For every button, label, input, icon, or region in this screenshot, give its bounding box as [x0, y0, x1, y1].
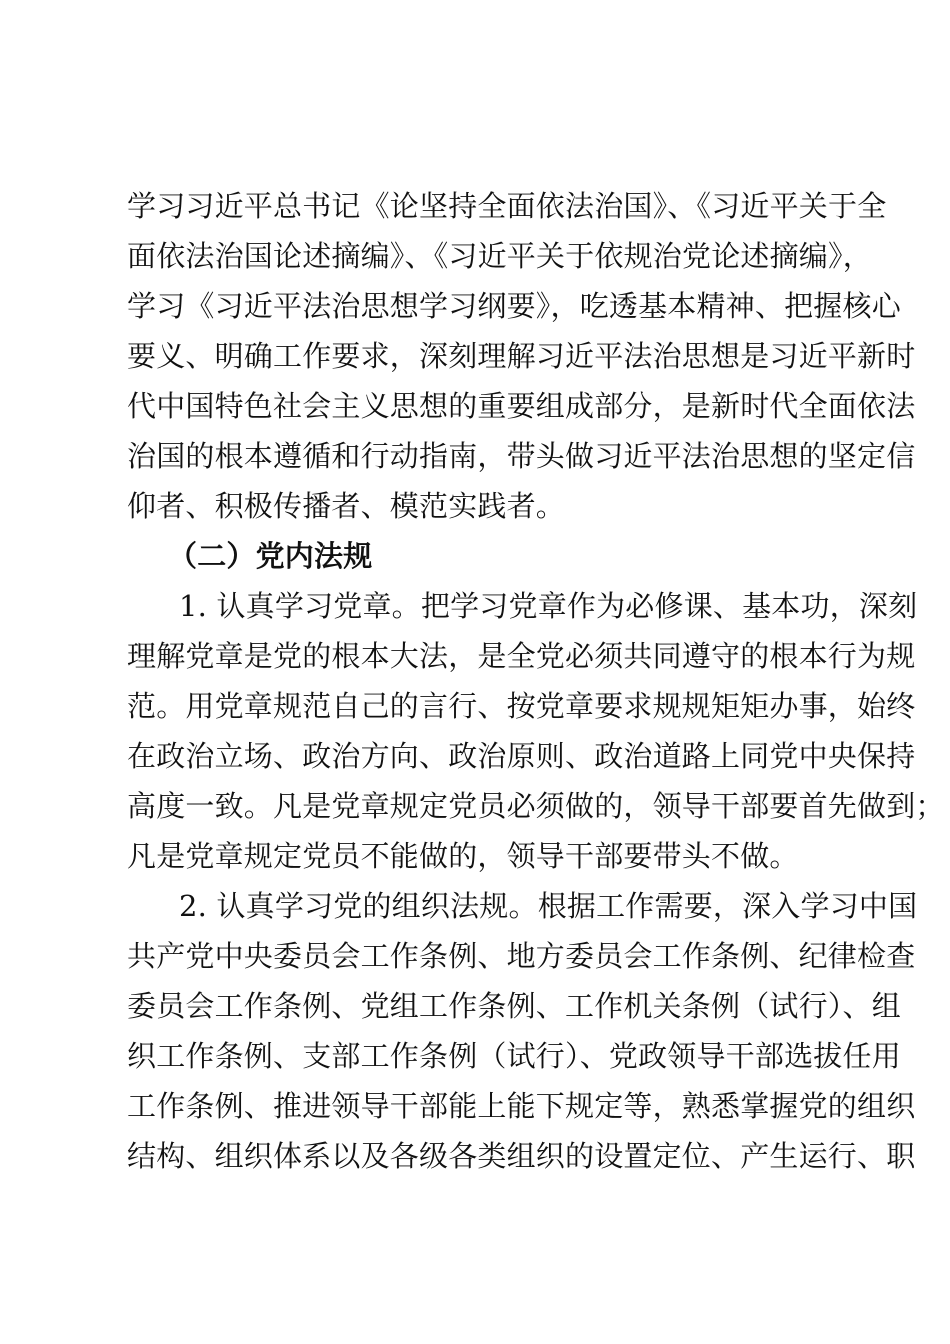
body-text-line: 共产党中央委员会工作条例、地方委员会工作条例、纪律检查: [127, 939, 916, 973]
body-text-line: 仰者、积极传播者、模范实践者。: [127, 489, 566, 523]
body-text-line: 学习习近平总书记《论坚持全面依法治国》、《习近平关于全: [127, 189, 887, 223]
body-text-line: 委员会工作条例、党组工作条例、工作机关条例（试行）、组: [127, 989, 901, 1023]
body-text-line: 范。用党章规范自己的言行、按党章要求规规矩矩办事，始终: [127, 689, 916, 723]
section-heading: （二）党内法规: [168, 539, 373, 573]
body-text-line: 结构、组织体系以及各级各类组织的设置定位、产生运行、职: [127, 1139, 916, 1173]
body-text-line: 凡是党章规定党员不能做的，领导干部要带头不做。: [127, 839, 799, 873]
paragraph-first-line: 1. 认真学习党章。把学习党章作为必修课、基本功，深刻: [179, 589, 918, 623]
paragraph-first-line: 2. 认真学习党的组织法规。根据工作需要，深入学习中国: [179, 889, 918, 923]
body-text-line: 在政治立场、政治方向、政治原则、政治道路上同党中央保持: [127, 739, 916, 773]
body-text-line: 治国的根本遵循和行动指南，带头做习近平法治思想的坚定信: [127, 439, 916, 473]
body-text-line: 工作条例、推进领导干部能上能下规定等，熟悉掌握党的组织: [127, 1089, 916, 1123]
body-text-line: 高度一致。凡是党章规定党员必须做的，领导干部要首先做到；: [127, 789, 945, 823]
body-text-line: 代中国特色社会主义思想的重要组成部分，是新时代全面依法: [127, 389, 916, 423]
body-text-line: 学习《习近平法治思想学习纲要》，吃透基本精神、把握核心: [127, 289, 901, 323]
body-text-line: 织工作条例、支部工作条例（试行）、党政领导干部选拔任用: [127, 1039, 901, 1073]
body-text-line: 要义、明确工作要求，深刻理解习近平法治思想是习近平新时: [127, 339, 916, 373]
body-text-line: 面依法治国论述摘编》、《习近平关于依规治党论述摘编》，: [127, 239, 872, 273]
body-text-line: 理解党章是党的根本大法，是全党必须共同遵守的根本行为规: [127, 639, 916, 673]
